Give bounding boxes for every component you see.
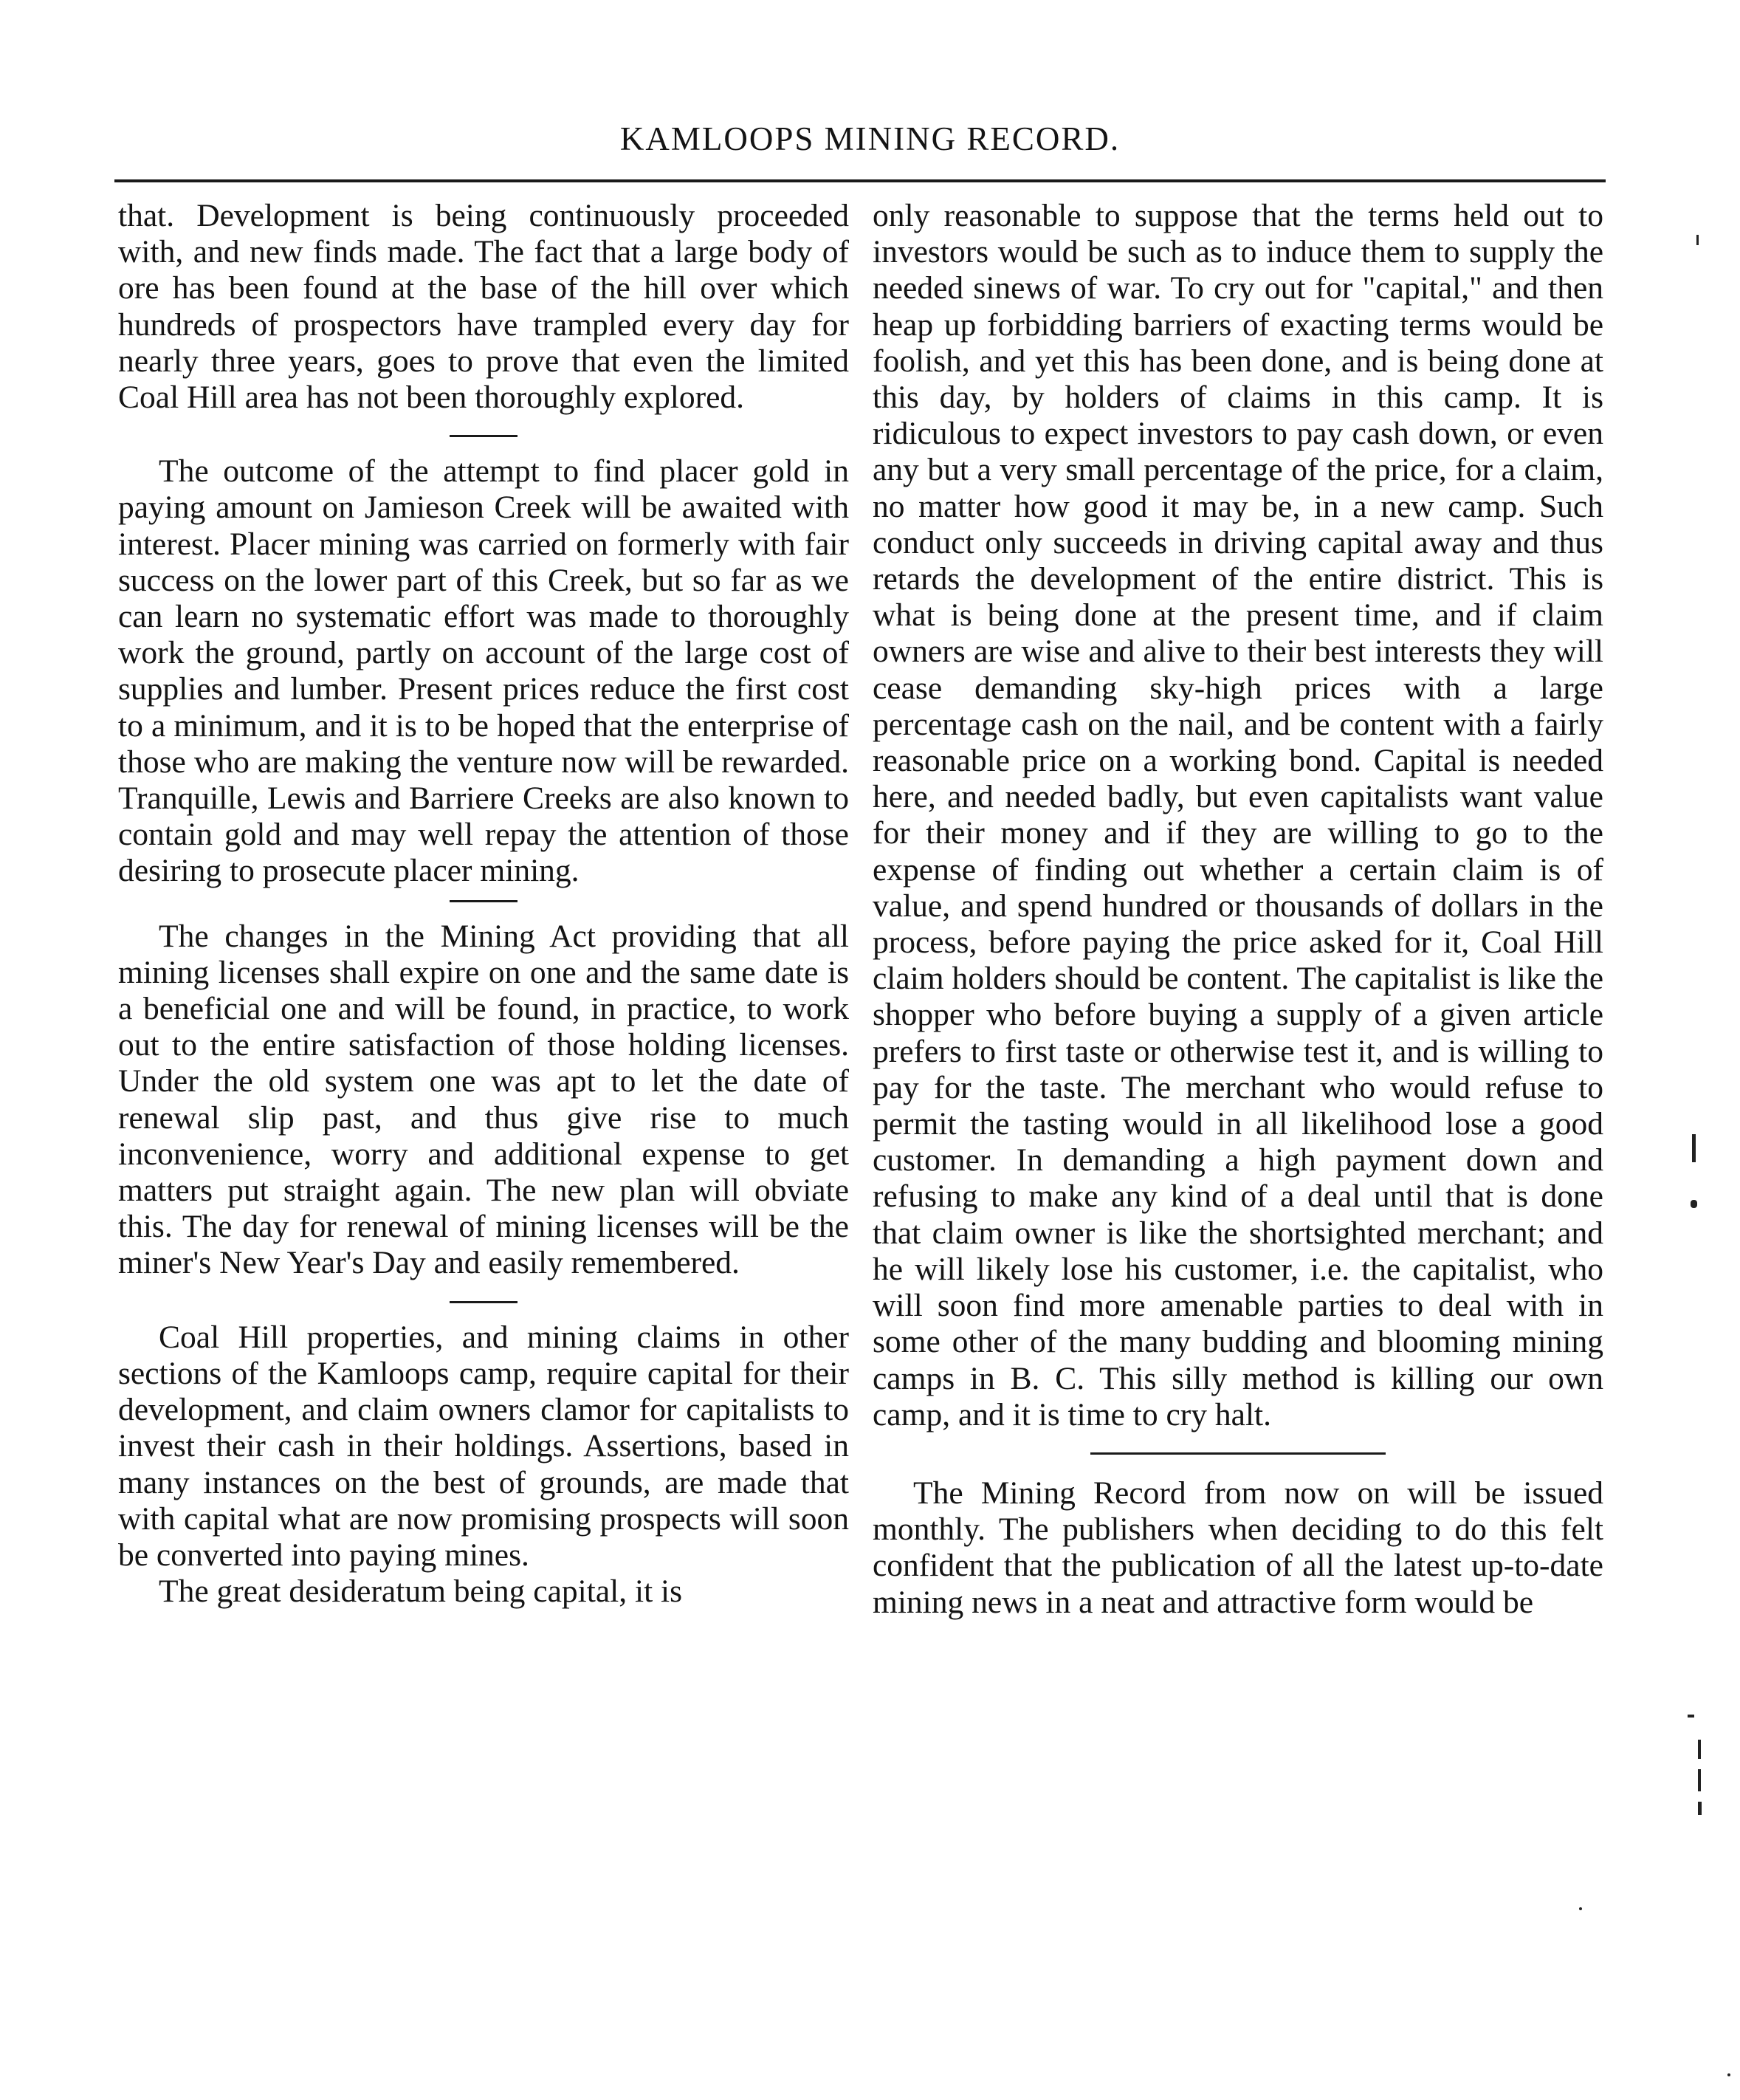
article-paragraph: that. Development is being continuously proceeded with, and new finds made. The fact that a large body of ore has been found at the base of the hill over which hundreds of prospectors have trampled every day for nearly three years, goes to prove that even the limited Coal Hill area has not been thoroughly explored. xyxy=(118,198,849,416)
masthead-title: KAMLOOPS MINING RECORD. xyxy=(619,120,1121,157)
right-column xyxy=(873,198,1603,1621)
margin-mark xyxy=(1696,235,1699,245)
article-paragraph: Coal Hill properties, and mining claims in other sections of the Kamloops camp, require capital for their development, and claim owners clamor for capitalists to invest their cash in their holdings. Assertions, based in many instances on the best of grounds, are made that with capital what are now promising prospects will soon be converted into paying mines. xyxy=(118,1319,849,1573)
margin-mark xyxy=(1692,1134,1696,1162)
margin-mark xyxy=(1727,2073,1730,2076)
margin-mark xyxy=(1698,1740,1701,1759)
margin-mark xyxy=(1579,1907,1582,1910)
article-paragraph: The changes in the Mining Act providing that all mining licenses shall expire on one and the same date is a beneficial one and will be found, in practice, to work out to the entire satisfaction of those holding licenses. Under the old system one was apt to let the date of renewal slip past, and thus give rise to much inconvenience, worry and additional expense to get matters put straight again. The new plan will obviate this. The day for renewal of mining licenses will be the miner's New Year's Day and easily remembered. xyxy=(118,918,849,1281)
section-separator xyxy=(1090,1452,1386,1455)
header-rule xyxy=(114,179,1606,182)
article-paragraph: The outcome of the attempt to find placer gold in paying amount on Jamieson Creek will be awaited with interest. Placer mining was carried on formerly with fair success on the lower part of this Creek, but so far as we can learn no systematic effort was made to thoroughly work the ground, partly on account of the large cost of supplies and lumber. Present prices reduce the first cost to a minimum, and it is to be hoped that the enterprise of those who are making the venture now will be rewarded. Tranquille, Lewis and Barriere Creeks are also known to contain gold and may well repay the attention of those desiring to prosecute placer mining. xyxy=(118,453,849,889)
section-separator xyxy=(450,900,517,902)
margin-mark xyxy=(1688,1715,1694,1718)
section-separator xyxy=(450,1301,517,1303)
article-paragraph: only reasonable to suppose that the terms held out to investors would be such as to induce them to supply the needed sinews of war. To cry out for "capital," and then heap up forbidding barriers of exacting terms would be foolish, and yet this has been done, and is being done at this day, by holders of claims in this camp. It is ridiculous to expect investors to pay cash down, or even any but a very small percentage of the price, for a claim, no matter how good it may be, in a new camp. Such conduct only succeeds in driving capital away and thus retards the development of the entire district. This is what is being done at the present time, and if claim owners are wise and alive to their best interests they will cease demanding sky-high prices with a large percentage cash on the nail, and be content with a fairly reasonable price on a working bond. Capital is needed here, and needed badly, but even capitalists want value for their money and if they are willing to go to the expense of finding out whether a certain claim is of value, and spend hundred or thousands of dollars in the process, before paying the price asked for it, Coal Hill claim holders should be content. The capitalist is like the shopper who before buying a supply of a given article prefers to first taste or otherwise test it, and is willing to pay for the taste. The merchant who would refuse to permit the tasting would in all likelihood lose a good customer. In demanding a high payment down and refusing to make any kind of a deal until that is done that claim owner is like the shortsighted merchant; and he will likely lose his customer, i.e. the capitalist, who will soon find more amenable parties to deal with in some other of the many budding and blooming mining camps in B. C. This silly method is killing our own camp, and it is time to cry halt. xyxy=(873,198,1603,1432)
margin-mark xyxy=(1698,1802,1702,1815)
margin-mark xyxy=(1698,1769,1701,1791)
left-column xyxy=(118,198,849,1610)
article-paragraph: The Mining Record from now on will be issued monthly. The publishers when deciding to do this felt confident that the publication of all the latest up-to-date mining news in a neat and attractive form would be xyxy=(873,1475,1603,1620)
article-paragraph: The great desideratum being capital, it is xyxy=(159,1574,683,1610)
margin-mark xyxy=(1691,1200,1697,1208)
section-separator xyxy=(450,435,517,437)
